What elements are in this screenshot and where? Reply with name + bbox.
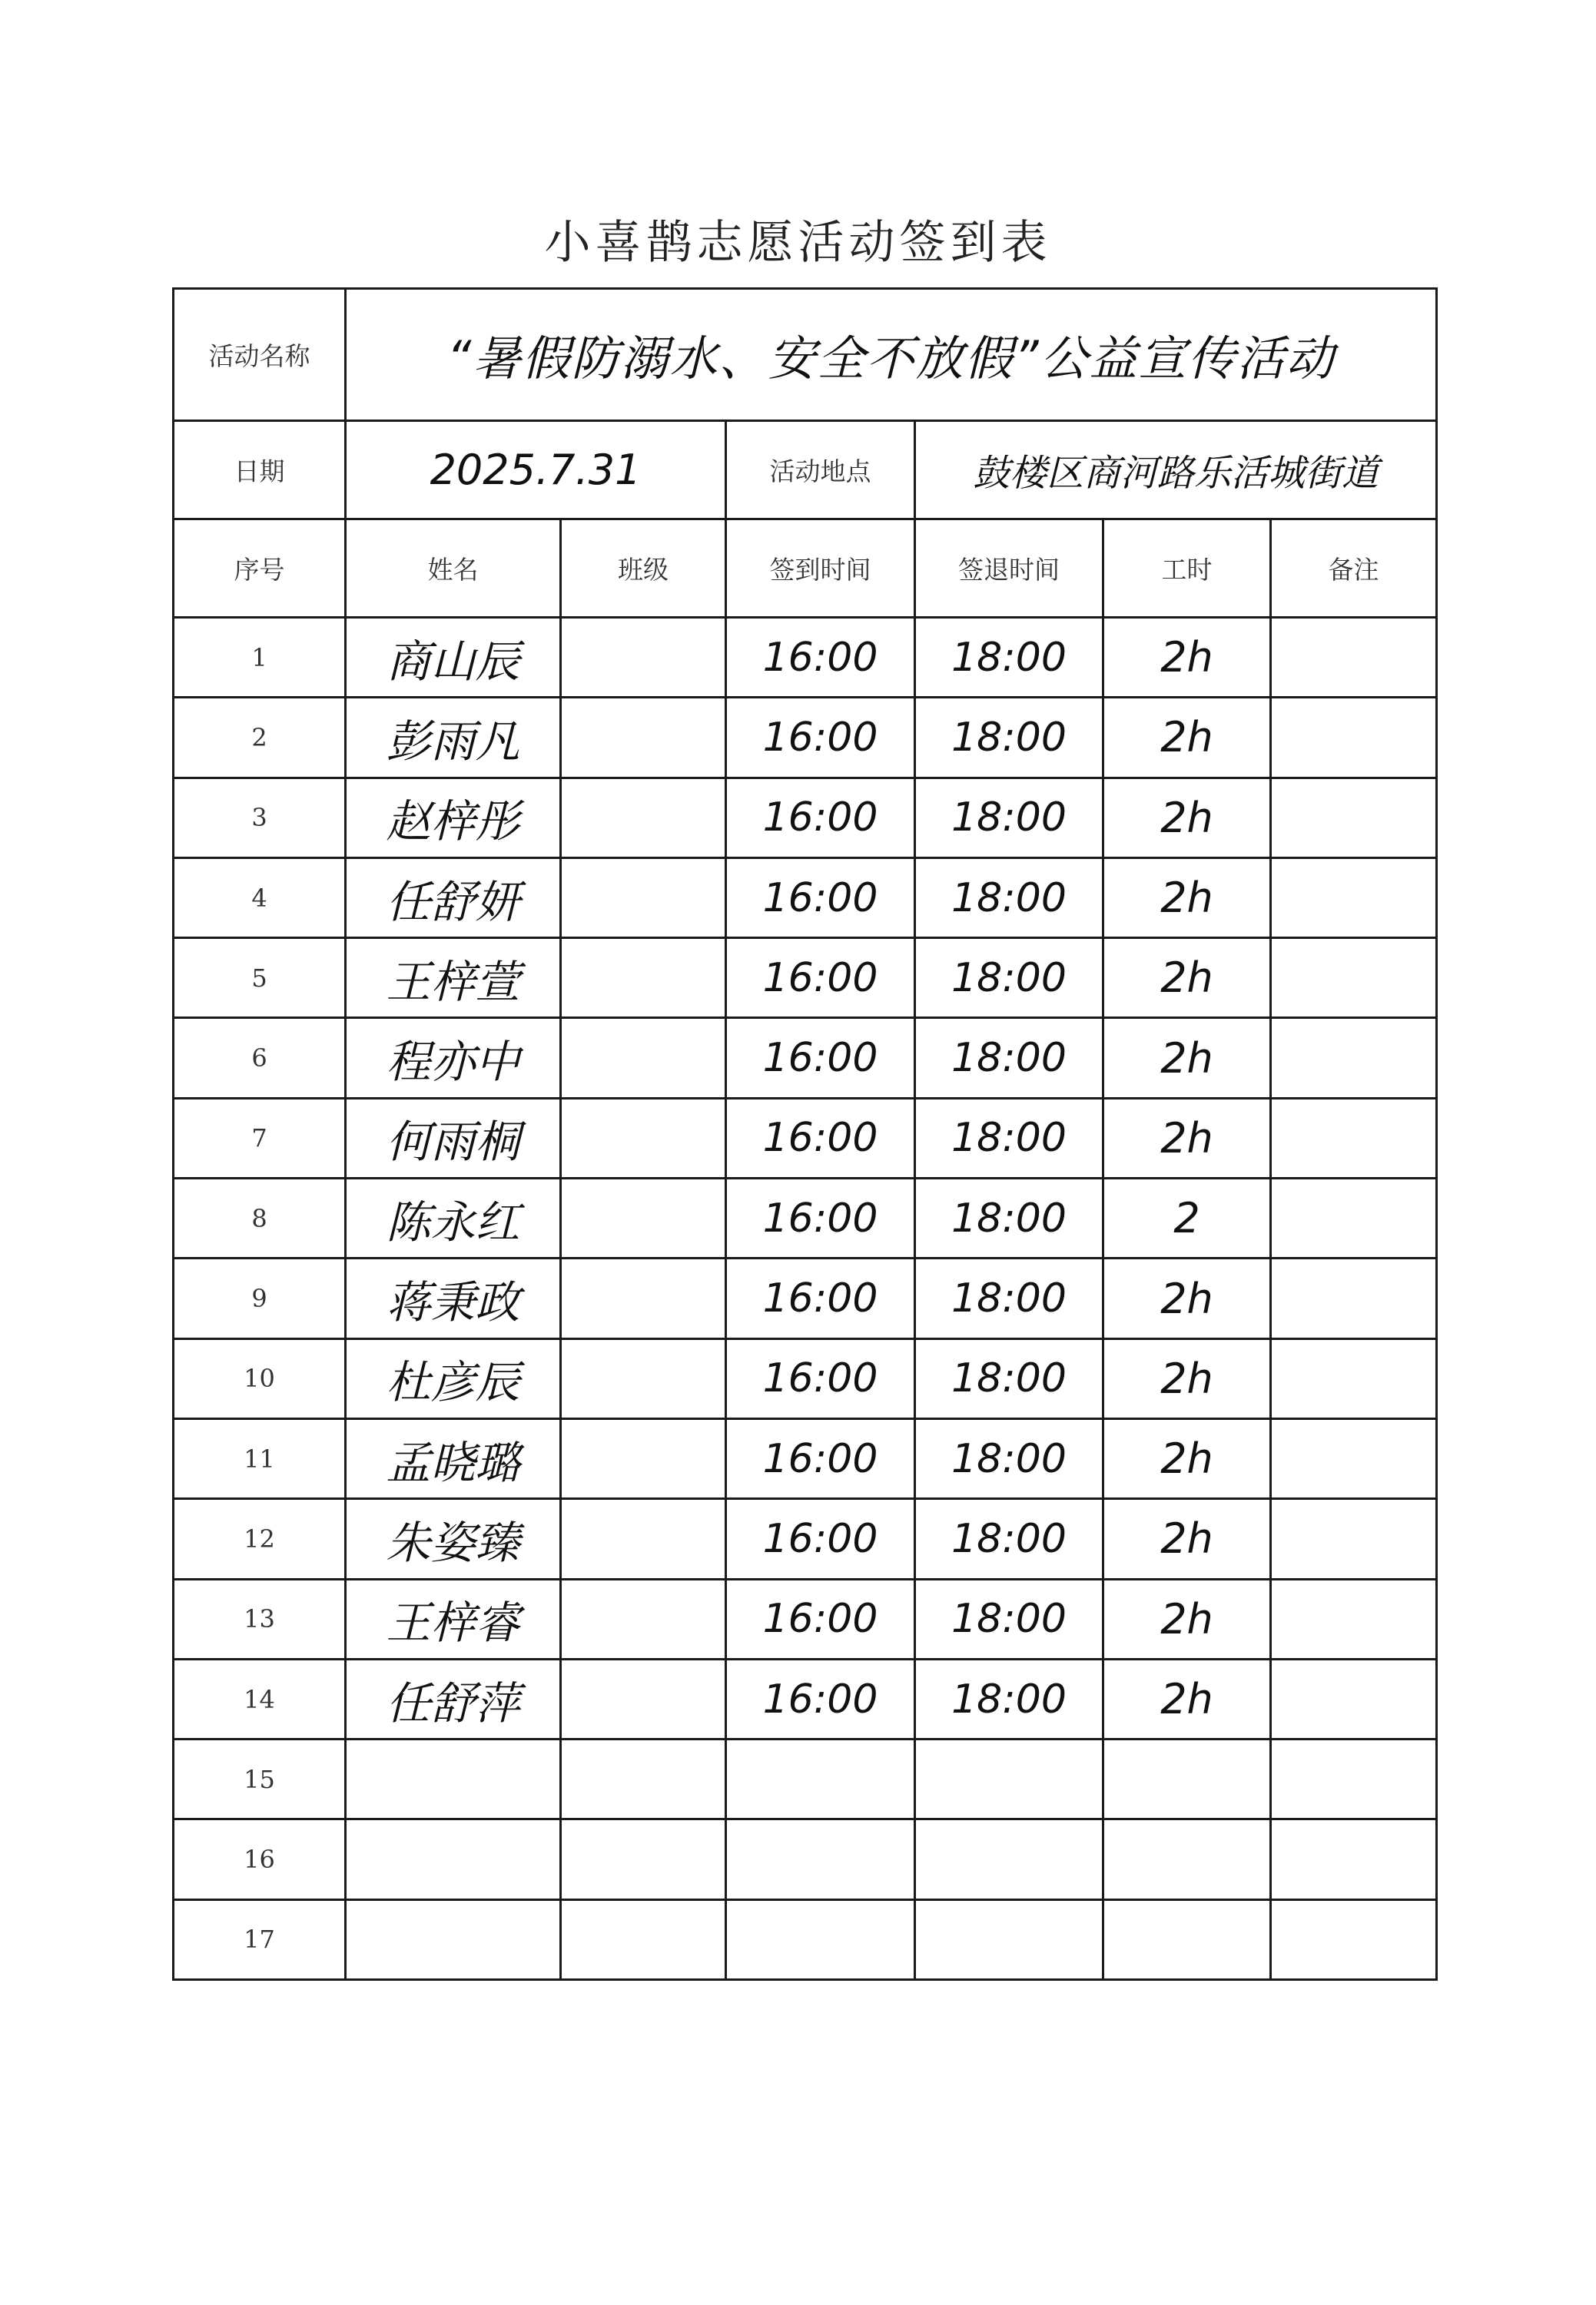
row-class xyxy=(561,938,726,1018)
row-sign-in: 16:00 xyxy=(726,1338,915,1418)
row-hours: 2h xyxy=(1103,698,1271,778)
table-row xyxy=(174,1499,1437,1579)
table-row xyxy=(174,1018,1437,1098)
table-row xyxy=(174,1819,1437,1899)
row-class xyxy=(561,1098,726,1178)
row-hours: 2h xyxy=(1103,1499,1271,1579)
row-sign-in xyxy=(726,1819,915,1899)
row-class xyxy=(561,618,726,698)
row-sign-in: 16:00 xyxy=(726,1098,915,1178)
row-class xyxy=(561,778,726,857)
row-name: 王梓萱 xyxy=(346,938,561,1018)
row-hours: 2h xyxy=(1103,1259,1271,1338)
row-sign-out: 18:00 xyxy=(915,857,1103,937)
row-sign-out: 18:00 xyxy=(915,1659,1103,1739)
row-remarks xyxy=(1271,1579,1437,1659)
row-class xyxy=(561,1740,726,1819)
row-name: 何雨桐 xyxy=(346,1098,561,1178)
row-name: 陈永红 xyxy=(346,1179,561,1259)
header-index: 序号 xyxy=(174,519,346,618)
row-class xyxy=(561,1338,726,1418)
row-name: 王梓睿 xyxy=(346,1579,561,1659)
row-sign-out: 18:00 xyxy=(915,938,1103,1018)
location-label: 活动地点 xyxy=(726,421,915,519)
row-index: 9 xyxy=(174,1259,346,1338)
sign-in-table xyxy=(172,287,1438,1981)
row-remarks xyxy=(1271,1179,1437,1259)
row-sign-out: 18:00 xyxy=(915,1179,1103,1259)
table-row xyxy=(174,1579,1437,1659)
row-sign-in: 16:00 xyxy=(726,618,915,698)
row-index: 10 xyxy=(174,1338,346,1418)
row-sign-in: 16:00 xyxy=(726,857,915,937)
row-sign-in: 16:00 xyxy=(726,938,915,1018)
row-sign-out: 18:00 xyxy=(915,1579,1103,1659)
row-remarks xyxy=(1271,618,1437,698)
row-sign-out: 18:00 xyxy=(915,1499,1103,1579)
table-row xyxy=(174,618,1437,698)
row-index: 4 xyxy=(174,857,346,937)
row-hours: 2h xyxy=(1103,1418,1271,1498)
row-class xyxy=(561,1899,726,1979)
row-index: 8 xyxy=(174,1179,346,1259)
row-remarks xyxy=(1271,1418,1437,1498)
row-index: 13 xyxy=(174,1579,346,1659)
row-hours: 2h xyxy=(1103,1018,1271,1098)
form-title: 小喜鹊志愿活动签到表 xyxy=(544,216,1052,270)
row-hours: 2h xyxy=(1103,1098,1271,1178)
row-name xyxy=(346,1899,561,1979)
table-row xyxy=(174,1338,1437,1418)
location-value: 鼓楼区商河路乐活城街道 xyxy=(915,421,1437,519)
row-index: 5 xyxy=(174,938,346,1018)
table-row xyxy=(174,1659,1437,1739)
row-sign-in: 16:00 xyxy=(726,1579,915,1659)
row-sign-out xyxy=(915,1899,1103,1979)
row-name: 程亦中 xyxy=(346,1018,561,1098)
row-remarks xyxy=(1271,1018,1437,1098)
row-sign-out: 18:00 xyxy=(915,1098,1103,1178)
table-row xyxy=(174,938,1437,1018)
table-row xyxy=(174,1899,1437,1979)
row-class xyxy=(561,1499,726,1579)
row-sign-out: 18:00 xyxy=(915,778,1103,857)
row-class xyxy=(561,857,726,937)
row-sign-in: 16:00 xyxy=(726,1418,915,1498)
row-name: 赵梓彤 xyxy=(346,778,561,857)
row-hours: 2h xyxy=(1103,938,1271,1018)
row-remarks xyxy=(1271,1259,1437,1338)
table-body xyxy=(174,618,1437,1980)
table-row xyxy=(174,1740,1437,1819)
row-sign-out: 18:00 xyxy=(915,1338,1103,1418)
row-hours xyxy=(1103,1899,1271,1979)
row-class xyxy=(561,1418,726,1498)
header-row xyxy=(174,519,1437,618)
row-name xyxy=(346,1819,561,1899)
row-class xyxy=(561,1579,726,1659)
row-name: 朱姿臻 xyxy=(346,1499,561,1579)
row-sign-out: 18:00 xyxy=(915,1259,1103,1338)
row-sign-out: 18:00 xyxy=(915,1418,1103,1498)
activity-name-label: 活动名称 xyxy=(174,289,346,421)
row-remarks xyxy=(1271,857,1437,937)
date-location-row xyxy=(174,421,1437,519)
row-index: 3 xyxy=(174,778,346,857)
row-hours: 2h xyxy=(1103,1338,1271,1418)
header-hours: 工时 xyxy=(1103,519,1271,618)
table-row xyxy=(174,778,1437,857)
row-class xyxy=(561,1259,726,1338)
row-hours: 2h xyxy=(1103,1579,1271,1659)
row-sign-in: 16:00 xyxy=(726,698,915,778)
row-sign-in: 16:00 xyxy=(726,778,915,857)
row-remarks xyxy=(1271,698,1437,778)
row-sign-out: 18:00 xyxy=(915,1018,1103,1098)
table-row xyxy=(174,1259,1437,1338)
row-hours: 2h xyxy=(1103,618,1271,698)
row-name: 彭雨凡 xyxy=(346,698,561,778)
row-index: 11 xyxy=(174,1418,346,1498)
row-name: 蒋秉政 xyxy=(346,1259,561,1338)
row-hours: 2h xyxy=(1103,778,1271,857)
row-index: 16 xyxy=(174,1819,346,1899)
row-sign-in: 16:00 xyxy=(726,1259,915,1338)
row-index: 14 xyxy=(174,1659,346,1739)
row-name: 任舒妍 xyxy=(346,857,561,937)
row-name: 杜彦辰 xyxy=(346,1338,561,1418)
row-sign-in xyxy=(726,1740,915,1819)
row-index: 12 xyxy=(174,1499,346,1579)
row-name: 任舒萍 xyxy=(346,1659,561,1739)
row-class xyxy=(561,1018,726,1098)
header-name: 姓名 xyxy=(346,519,561,618)
row-sign-out: 18:00 xyxy=(915,698,1103,778)
row-remarks xyxy=(1271,1338,1437,1418)
row-index: 7 xyxy=(174,1098,346,1178)
row-remarks xyxy=(1271,1659,1437,1739)
header-remarks: 备注 xyxy=(1271,519,1437,618)
table-row xyxy=(174,1418,1437,1498)
row-sign-in xyxy=(726,1899,915,1979)
row-class xyxy=(561,698,726,778)
row-remarks xyxy=(1271,1740,1437,1819)
row-hours xyxy=(1103,1819,1271,1899)
header-class: 班级 xyxy=(561,519,726,618)
activity-name-value: “暑假防溺水、安全不放假”公益宣传活动 xyxy=(346,289,1437,421)
row-index: 2 xyxy=(174,698,346,778)
row-index: 15 xyxy=(174,1740,346,1819)
row-index: 6 xyxy=(174,1018,346,1098)
header-sign-out: 签退时间 xyxy=(915,519,1103,618)
table-row xyxy=(174,857,1437,937)
row-sign-in: 16:00 xyxy=(726,1018,915,1098)
row-hours: 2 xyxy=(1103,1179,1271,1259)
table-row xyxy=(174,1179,1437,1259)
row-remarks xyxy=(1271,778,1437,857)
row-name xyxy=(346,1740,561,1819)
row-name: 商山辰 xyxy=(346,618,561,698)
table-row xyxy=(174,698,1437,778)
date-value: 2025.7.31 xyxy=(346,421,726,519)
row-sign-out: 18:00 xyxy=(915,618,1103,698)
table-row xyxy=(174,1098,1437,1178)
row-sign-in: 16:00 xyxy=(726,1659,915,1739)
row-sign-out xyxy=(915,1740,1103,1819)
row-remarks xyxy=(1271,938,1437,1018)
row-remarks xyxy=(1271,1899,1437,1979)
row-class xyxy=(561,1179,726,1259)
row-index: 17 xyxy=(174,1899,346,1979)
row-remarks xyxy=(1271,1819,1437,1899)
row-hours: 2h xyxy=(1103,857,1271,937)
row-sign-in: 16:00 xyxy=(726,1179,915,1259)
row-index: 1 xyxy=(174,618,346,698)
row-hours: 2h xyxy=(1103,1659,1271,1739)
activity-name-row xyxy=(174,289,1437,421)
row-sign-in: 16:00 xyxy=(726,1499,915,1579)
header-sign-in: 签到时间 xyxy=(726,519,915,618)
row-name: 孟晓璐 xyxy=(346,1418,561,1498)
row-class xyxy=(561,1659,726,1739)
row-hours xyxy=(1103,1740,1271,1819)
row-remarks xyxy=(1271,1098,1437,1178)
date-label: 日期 xyxy=(174,421,346,519)
row-class xyxy=(561,1819,726,1899)
row-sign-out xyxy=(915,1819,1103,1899)
row-remarks xyxy=(1271,1499,1437,1579)
